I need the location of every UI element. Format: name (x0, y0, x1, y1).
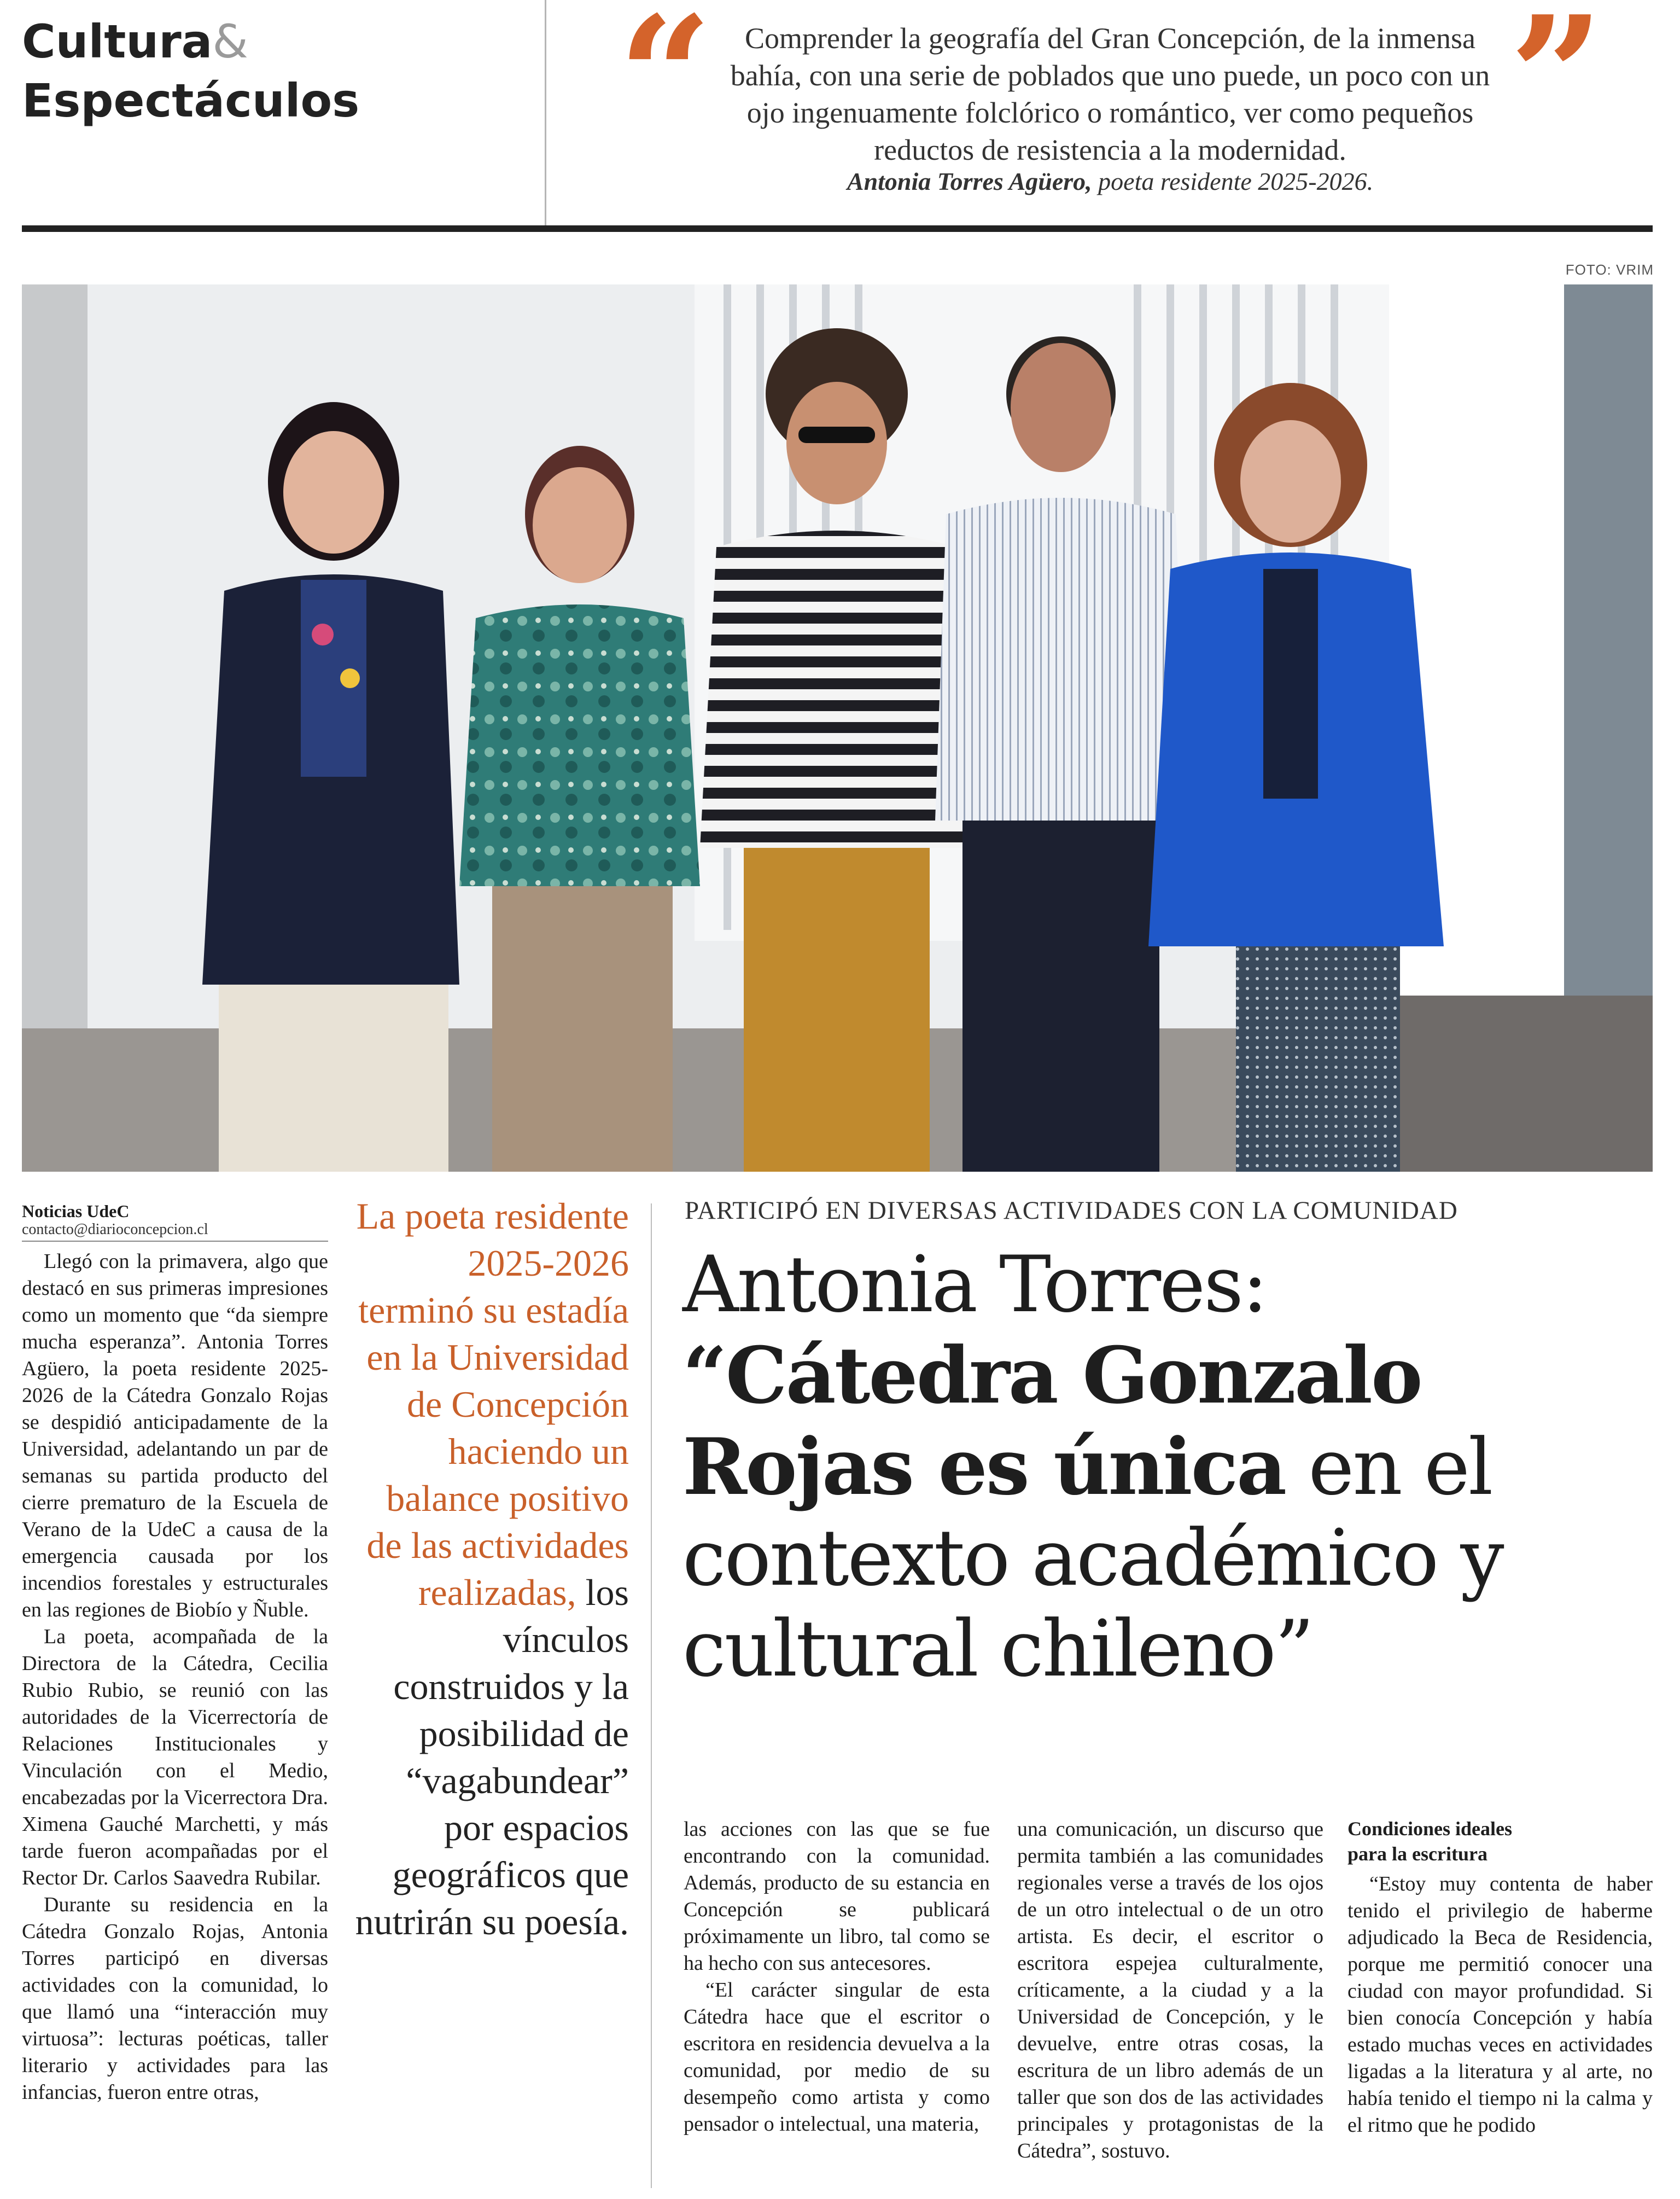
pull-quote-rest: los vínculos construidos y la posibilidad de “vagabundear” por espacios geográficos que nutrirán su poesía. (355, 1572, 629, 1942)
section-title-ampersand: & (212, 15, 248, 68)
paragraph: “Estoy muy contenta de haber tenido el privilegio de haberme adjudicado la Beca de Residencia, porque me permitió conocer una ciudad con mayor profundidad. Si bien conocía Concepción y había estado muchas veces en actividades ligadas a la literatura y al arte, no había tenido el tiempo ni la calma y el ritmo que he podido (1348, 1872, 1653, 2137)
headline-bold: “Cátedra Gonzalo Rojas es única (682, 1330, 1421, 1512)
kicker: PARTICIPÓ EN DIVERSAS ACTIVIDADES CON LA COMUNIDAD (685, 1196, 1458, 1225)
open-quote-icon: “ (618, 0, 713, 173)
quote-author: Antonia Torres Agüero, (847, 167, 1092, 195)
paragraph: una comunicación, un discurso que permita también a las comunidades regionales verse a través de los ojos de un otro intelectual o de un otro artista. Es decir, el escritor o escritora espejea culturalmente, críticamente, a la ciudad y a la Universidad de Concepción, y le devuelve, entre otras cosas, la escritura de un libro además de un taller que son dos de las actividades principales y protagonistas de la Cátedra”, sostuvo. (1017, 1818, 1323, 2162)
paragraph: La poeta, acompañada de la Directora de la Cátedra, Cecilia Rubio Rubio, se reunió con las autoridades de la Vicerrectoría de Relaciones Institucionales y Vinculación con el Medio, encabezadas por la Vicerrectora Dra. Ximena Gauché Marchetti, y más tarde fueron acompañadas por el Rector Dr. Carlos Saavedra Rubilar. (22, 1625, 328, 1889)
column-divider (651, 1203, 652, 2188)
group-photo (22, 284, 1653, 1172)
subheading (1348, 1816, 1653, 1866)
paragraph: “El carácter singular de esta Cátedra hace que el escritor o escritora en residencia devuelva a la comunidad, por medio de su desempeño como artista y como pensador o intelectual, una materia, (684, 1979, 990, 2136)
article-column-2 (684, 1816, 990, 2138)
photo-credit: FOTO: VRIM (1565, 261, 1654, 278)
byline-name: Noticias UdeC (22, 1201, 130, 1221)
article-column-3 (1017, 1816, 1323, 2165)
headline (682, 1240, 1656, 1695)
article-column-4 (1348, 1816, 1653, 2139)
group-photo-illustration (22, 284, 1653, 1172)
paragraph: Durante su residencia en la Cátedra Gonzalo Rojas, Antonia Torres participó en diversas actividades con la comunidad, lo que llamó una “interacción muy virtuosa”: lecturas poéticas, taller literario y actividades para las infancias, fueron entre otras, (22, 1893, 328, 2104)
header-quote-attribution (711, 165, 1509, 198)
section-title (22, 12, 359, 130)
article-column-1 (22, 1248, 328, 2106)
paragraph: las acciones con las que se fue encontrando con la comunidad. Además, producto de su estancia en Concepción se publicará próximamente un libro, tal como se ha hecho con sus antecesores. (684, 1818, 990, 1975)
pull-quote-accent: La poeta residente 2025-2026 terminó su estadía en la Universidad de Concepción haciendo un balance positivo de las actividades realizadas, (356, 1195, 629, 1613)
header-divider (545, 0, 546, 225)
headline-line1: Antonia Torres: (682, 1240, 1267, 1330)
subheading-line1: Condiciones ideales (1348, 1818, 1513, 1840)
section-title-word: Cultura (22, 15, 213, 68)
section-title-line2: Espectáculos (22, 74, 360, 127)
close-quote-icon: ” (1509, 0, 1604, 173)
byline-email[interactable]: contacto@diarioconcepcion.cl (22, 1221, 208, 1238)
subheading-line2: para la escritura (1348, 1843, 1488, 1865)
headline-rest: en el contexto académico y cultural chileno” (682, 1422, 1503, 1694)
pull-quote (350, 1192, 629, 1945)
header-quote: Comprender la geografía del Gran Concepción, de la inmensa bahía, con una serie de poblados que uno puede, un poco con un ojo ingenuamente folclórico o romántico, ver como pequeños reductos de resistencia a la modernidad. (730, 22, 1490, 166)
paragraph: Llegó con la primavera, algo que destacó en sus primeras impresiones como un momento que “da siempre mucha esperanza”. Antonia Torres Agüero, la poeta residente 2025-2026 de la Cátedra Gonzalo Rojas se despidió anticipadamente de la Universidad, adelantando un par de semanas su partida producto del cierre prematuro de la Escuela de Verano de la UdeC a causa de la emergencia causada por los incendios forestales y estructurales en las regiones de Biobío y Ñuble. (22, 1250, 328, 1621)
header-rule (22, 225, 1653, 232)
byline-rule (22, 1241, 328, 1242)
quote-author-role: poeta residente 2025-2026. (1098, 167, 1374, 195)
